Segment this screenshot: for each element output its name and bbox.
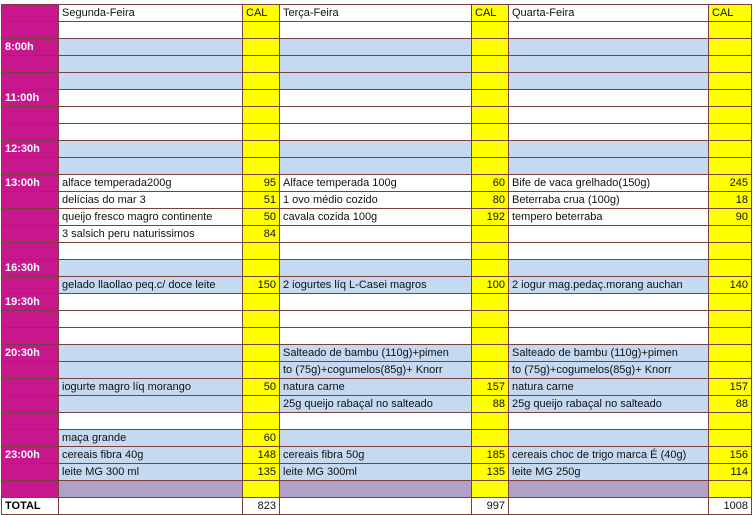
cal-cell-tuesday[interactable]: 192 bbox=[472, 209, 509, 226]
cal-cell-monday[interactable]: 60 bbox=[243, 430, 280, 447]
cal-cell-monday[interactable] bbox=[243, 107, 280, 124]
cal-cell-tuesday[interactable] bbox=[472, 311, 509, 328]
food-cell-monday[interactable]: delícias do mar 3 bbox=[59, 192, 243, 209]
food-cell-wednesday[interactable]: tempero beterraba bbox=[509, 209, 709, 226]
food-cell-monday[interactable]: 3 salsich peru naturissimos bbox=[59, 226, 243, 243]
cal-cell-tuesday[interactable]: 157 bbox=[472, 379, 509, 396]
total-row bbox=[2, 498, 752, 515]
meal-plan-table bbox=[1, 4, 752, 515]
cal-cell-monday[interactable] bbox=[243, 73, 280, 90]
food-cell-monday[interactable] bbox=[59, 141, 243, 158]
table-row bbox=[2, 328, 752, 345]
total-spacer-monday[interactable] bbox=[59, 498, 243, 515]
food-cell-wednesday[interactable] bbox=[509, 39, 709, 56]
total-label[interactable]: TOTAL bbox=[2, 498, 59, 515]
cal-cell-wednesday[interactable] bbox=[709, 260, 752, 277]
cal-cell-tuesday[interactable] bbox=[472, 345, 509, 362]
cal-header-tuesday[interactable]: CAL bbox=[472, 5, 509, 22]
cal-cell-monday[interactable] bbox=[243, 260, 280, 277]
cal-cell-tuesday[interactable] bbox=[472, 56, 509, 73]
food-cell-monday[interactable] bbox=[59, 413, 243, 430]
table-row bbox=[2, 124, 752, 141]
table-row bbox=[2, 90, 752, 107]
food-cell-monday[interactable]: queijo fresco magro continente bbox=[59, 209, 243, 226]
cal-cell-wednesday[interactable] bbox=[709, 226, 752, 243]
food-cell-monday[interactable] bbox=[59, 22, 243, 39]
table-row bbox=[2, 311, 752, 328]
cal-cell-monday[interactable] bbox=[243, 311, 280, 328]
food-cell-wednesday[interactable] bbox=[509, 311, 709, 328]
table-row bbox=[2, 107, 752, 124]
cal-cell-monday[interactable] bbox=[243, 39, 280, 56]
cal-cell-monday[interactable] bbox=[243, 362, 280, 379]
time-cell[interactable] bbox=[2, 481, 59, 498]
food-cell-wednesday[interactable] bbox=[509, 56, 709, 73]
table-row bbox=[2, 464, 752, 481]
time-cell[interactable] bbox=[2, 311, 59, 328]
table-row bbox=[2, 481, 752, 498]
table-row bbox=[2, 294, 752, 311]
cal-cell-wednesday[interactable] bbox=[709, 56, 752, 73]
food-cell-monday[interactable] bbox=[59, 124, 243, 141]
cal-cell-tuesday[interactable] bbox=[472, 141, 509, 158]
table-row bbox=[2, 413, 752, 430]
cal-cell-tuesday[interactable]: 60 bbox=[472, 175, 509, 192]
time-cell[interactable] bbox=[2, 192, 59, 209]
time-cell[interactable] bbox=[2, 328, 59, 345]
time-cell[interactable]: 12:30h bbox=[2, 141, 59, 158]
time-cell[interactable] bbox=[2, 243, 59, 260]
table-row bbox=[2, 345, 752, 362]
cal-cell-wednesday[interactable] bbox=[709, 430, 752, 447]
cal-cell-monday[interactable]: 84 bbox=[243, 226, 280, 243]
table-row bbox=[2, 396, 752, 413]
food-cell-wednesday[interactable] bbox=[509, 481, 709, 498]
cal-cell-wednesday[interactable] bbox=[709, 39, 752, 56]
food-cell-tuesday[interactable]: 1 ovo médio cozido bbox=[280, 192, 472, 209]
total-value-wednesday[interactable]: 1008 bbox=[709, 498, 752, 515]
food-cell-monday[interactable]: alface temperada200g bbox=[59, 175, 243, 192]
cal-cell-wednesday[interactable] bbox=[709, 294, 752, 311]
food-cell-monday[interactable] bbox=[59, 56, 243, 73]
food-cell-monday[interactable] bbox=[59, 73, 243, 90]
food-cell-monday[interactable] bbox=[59, 345, 243, 362]
cal-cell-monday[interactable] bbox=[243, 345, 280, 362]
cal-cell-wednesday[interactable] bbox=[709, 311, 752, 328]
cal-cell-wednesday[interactable]: 90 bbox=[709, 209, 752, 226]
cal-cell-tuesday[interactable] bbox=[472, 158, 509, 175]
table-row bbox=[2, 56, 752, 73]
food-cell-monday[interactable] bbox=[59, 107, 243, 124]
food-cell-wednesday[interactable]: 25g queijo rabaçal no salteado bbox=[509, 396, 709, 413]
cal-cell-tuesday[interactable]: 185 bbox=[472, 447, 509, 464]
cal-cell-monday[interactable] bbox=[243, 328, 280, 345]
food-cell-tuesday[interactable]: cereais fibra 50g bbox=[280, 447, 472, 464]
time-cell[interactable]: 8:00h bbox=[2, 39, 59, 56]
table-row bbox=[2, 39, 752, 56]
food-cell-tuesday[interactable] bbox=[280, 73, 472, 90]
cal-cell-monday[interactable] bbox=[243, 294, 280, 311]
time-cell[interactable] bbox=[2, 124, 59, 141]
table-row bbox=[2, 362, 752, 379]
cal-cell-monday[interactable] bbox=[243, 481, 280, 498]
food-cell-monday[interactable] bbox=[59, 243, 243, 260]
cal-cell-tuesday[interactable] bbox=[472, 107, 509, 124]
time-cell[interactable]: 16:30h bbox=[2, 260, 59, 277]
cal-cell-monday[interactable] bbox=[243, 413, 280, 430]
time-cell[interactable] bbox=[2, 73, 59, 90]
food-cell-monday[interactable] bbox=[59, 311, 243, 328]
cal-cell-wednesday[interactable]: 157 bbox=[709, 379, 752, 396]
time-cell[interactable] bbox=[2, 430, 59, 447]
time-cell[interactable]: 23:00h bbox=[2, 447, 59, 464]
table-row bbox=[2, 175, 752, 192]
total-value-tuesday[interactable]: 997 bbox=[472, 498, 509, 515]
cal-cell-wednesday[interactable] bbox=[709, 328, 752, 345]
cal-cell-tuesday[interactable] bbox=[472, 413, 509, 430]
table-row bbox=[2, 226, 752, 243]
time-cell[interactable] bbox=[2, 464, 59, 481]
cal-cell-wednesday[interactable] bbox=[709, 73, 752, 90]
cal-cell-tuesday[interactable]: 88 bbox=[472, 396, 509, 413]
cal-cell-tuesday[interactable] bbox=[472, 226, 509, 243]
cal-cell-tuesday[interactable] bbox=[472, 73, 509, 90]
food-cell-wednesday[interactable]: natura carne bbox=[509, 379, 709, 396]
cal-cell-monday[interactable]: 50 bbox=[243, 379, 280, 396]
cal-cell-tuesday[interactable] bbox=[472, 124, 509, 141]
food-cell-tuesday[interactable] bbox=[280, 481, 472, 498]
food-cell-wednesday[interactable]: leite MG 250g bbox=[509, 464, 709, 481]
food-cell-wednesday[interactable] bbox=[509, 243, 709, 260]
time-cell[interactable] bbox=[2, 379, 59, 396]
cal-cell-tuesday[interactable] bbox=[472, 294, 509, 311]
food-cell-monday[interactable]: cereais fibra 40g bbox=[59, 447, 243, 464]
cal-cell-wednesday[interactable] bbox=[709, 124, 752, 141]
food-cell-monday[interactable]: leite MG 300 ml bbox=[59, 464, 243, 481]
cal-cell-tuesday[interactable] bbox=[472, 39, 509, 56]
food-cell-tuesday[interactable] bbox=[280, 107, 472, 124]
cal-cell-tuesday[interactable] bbox=[472, 90, 509, 107]
cal-cell-monday[interactable] bbox=[243, 141, 280, 158]
food-cell-tuesday[interactable] bbox=[280, 90, 472, 107]
table-row bbox=[2, 141, 752, 158]
food-cell-tuesday[interactable]: 25g queijo rabaçal no salteado bbox=[280, 396, 472, 413]
food-cell-tuesday[interactable]: Salteado de bambu (110g)+pimen bbox=[280, 345, 472, 362]
food-cell-monday[interactable] bbox=[59, 362, 243, 379]
total-value-monday[interactable]: 823 bbox=[243, 498, 280, 515]
time-cell[interactable]: 20:30h bbox=[2, 345, 59, 362]
food-cell-tuesday[interactable] bbox=[280, 39, 472, 56]
time-cell[interactable] bbox=[2, 396, 59, 413]
table-row bbox=[2, 243, 752, 260]
cal-cell-wednesday[interactable] bbox=[709, 413, 752, 430]
food-cell-monday[interactable]: iogurte magro líq morango bbox=[59, 379, 243, 396]
cal-cell-wednesday[interactable] bbox=[709, 22, 752, 39]
cal-cell-tuesday[interactable] bbox=[472, 243, 509, 260]
time-cell[interactable]: 19:30h bbox=[2, 294, 59, 311]
food-cell-wednesday[interactable]: cereais choc de trigo marca É (40g) bbox=[509, 447, 709, 464]
food-cell-tuesday[interactable]: natura carne bbox=[280, 379, 472, 396]
food-cell-monday[interactable] bbox=[59, 90, 243, 107]
time-cell[interactable] bbox=[2, 107, 59, 124]
cal-cell-monday[interactable]: 51 bbox=[243, 192, 280, 209]
table-row bbox=[2, 192, 752, 209]
total-spacer-tuesday[interactable] bbox=[280, 498, 472, 515]
food-cell-monday[interactable] bbox=[59, 328, 243, 345]
cal-cell-monday[interactable]: 50 bbox=[243, 209, 280, 226]
cal-cell-monday[interactable] bbox=[243, 56, 280, 73]
food-cell-tuesday[interactable] bbox=[280, 124, 472, 141]
food-cell-tuesday[interactable]: 2 iogurtes líq L-Casei magros bbox=[280, 277, 472, 294]
table-row bbox=[2, 260, 752, 277]
food-cell-wednesday[interactable] bbox=[509, 73, 709, 90]
table-body bbox=[2, 5, 752, 515]
cal-cell-monday[interactable]: 148 bbox=[243, 447, 280, 464]
food-cell-tuesday[interactable] bbox=[280, 294, 472, 311]
food-cell-tuesday[interactable]: leite MG 300ml bbox=[280, 464, 472, 481]
food-cell-wednesday[interactable] bbox=[509, 430, 709, 447]
table-row bbox=[2, 379, 752, 396]
cal-cell-wednesday[interactable] bbox=[709, 345, 752, 362]
cal-cell-tuesday[interactable] bbox=[472, 328, 509, 345]
cal-cell-wednesday[interactable] bbox=[709, 107, 752, 124]
cal-cell-monday[interactable] bbox=[243, 90, 280, 107]
food-cell-monday[interactable] bbox=[59, 481, 243, 498]
table-row bbox=[2, 277, 752, 294]
cal-cell-monday[interactable]: 135 bbox=[243, 464, 280, 481]
table-row bbox=[2, 73, 752, 90]
day-header-tuesday[interactable]: Terça-Feira bbox=[280, 5, 472, 22]
cal-cell-tuesday[interactable] bbox=[472, 260, 509, 277]
food-cell-monday[interactable] bbox=[59, 39, 243, 56]
food-cell-wednesday[interactable]: Salteado de bambu (110g)+pimen bbox=[509, 345, 709, 362]
cal-cell-wednesday[interactable] bbox=[709, 481, 752, 498]
food-cell-wednesday[interactable] bbox=[509, 158, 709, 175]
cal-cell-wednesday[interactable]: 88 bbox=[709, 396, 752, 413]
cal-cell-wednesday[interactable] bbox=[709, 90, 752, 107]
food-cell-wednesday[interactable] bbox=[509, 328, 709, 345]
cal-cell-tuesday[interactable]: 100 bbox=[472, 277, 509, 294]
food-cell-tuesday[interactable] bbox=[280, 311, 472, 328]
table-row bbox=[2, 158, 752, 175]
food-cell-wednesday[interactable]: Bife de vaca grelhado(150g) bbox=[509, 175, 709, 192]
food-cell-monday[interactable] bbox=[59, 260, 243, 277]
table-row bbox=[2, 447, 752, 464]
food-cell-wednesday[interactable] bbox=[509, 260, 709, 277]
cal-cell-monday[interactable] bbox=[243, 243, 280, 260]
food-cell-tuesday[interactable]: to (75g)+cogumelos(85g)+ Knorr bbox=[280, 362, 472, 379]
time-header-cell[interactable] bbox=[2, 5, 59, 22]
cal-cell-tuesday[interactable]: 80 bbox=[472, 192, 509, 209]
time-cell[interactable] bbox=[2, 277, 59, 294]
cal-cell-tuesday[interactable] bbox=[472, 22, 509, 39]
time-cell[interactable] bbox=[2, 226, 59, 243]
food-cell-wednesday[interactable] bbox=[509, 107, 709, 124]
food-cell-tuesday[interactable]: cavala cozida 100g bbox=[280, 209, 472, 226]
cal-cell-tuesday[interactable] bbox=[472, 362, 509, 379]
food-cell-tuesday[interactable] bbox=[280, 328, 472, 345]
cal-cell-wednesday[interactable]: 114 bbox=[709, 464, 752, 481]
food-cell-tuesday[interactable] bbox=[280, 158, 472, 175]
food-cell-wednesday[interactable] bbox=[509, 413, 709, 430]
food-cell-tuesday[interactable] bbox=[280, 243, 472, 260]
cal-cell-tuesday[interactable] bbox=[472, 430, 509, 447]
food-cell-tuesday[interactable]: Alface temperada 100g bbox=[280, 175, 472, 192]
food-cell-wednesday[interactable]: Beterraba crua (100g) bbox=[509, 192, 709, 209]
time-cell[interactable] bbox=[2, 413, 59, 430]
table-row bbox=[2, 22, 752, 39]
food-cell-wednesday[interactable]: 2 iogur mag.pedaç.morang auchan bbox=[509, 277, 709, 294]
cal-cell-wednesday[interactable] bbox=[709, 362, 752, 379]
time-cell[interactable] bbox=[2, 158, 59, 175]
time-cell[interactable]: 13:00h bbox=[2, 175, 59, 192]
food-cell-wednesday[interactable] bbox=[509, 141, 709, 158]
cal-cell-wednesday[interactable] bbox=[709, 158, 752, 175]
time-cell[interactable] bbox=[2, 209, 59, 226]
cal-cell-tuesday[interactable]: 135 bbox=[472, 464, 509, 481]
cal-cell-monday[interactable]: 150 bbox=[243, 277, 280, 294]
header-row bbox=[2, 5, 752, 22]
food-cell-tuesday[interactable] bbox=[280, 226, 472, 243]
food-cell-tuesday[interactable] bbox=[280, 413, 472, 430]
cal-header-monday[interactable]: CAL bbox=[243, 5, 280, 22]
table-row bbox=[2, 430, 752, 447]
cal-cell-wednesday[interactable]: 156 bbox=[709, 447, 752, 464]
cal-cell-wednesday[interactable] bbox=[709, 141, 752, 158]
total-spacer-wednesday[interactable] bbox=[509, 498, 709, 515]
cal-cell-monday[interactable] bbox=[243, 124, 280, 141]
cal-header-wednesday[interactable]: CAL bbox=[709, 5, 752, 22]
food-cell-tuesday[interactable] bbox=[280, 430, 472, 447]
cal-cell-wednesday[interactable]: 140 bbox=[709, 277, 752, 294]
food-cell-wednesday[interactable] bbox=[509, 124, 709, 141]
food-cell-monday[interactable] bbox=[59, 396, 243, 413]
cal-cell-tuesday[interactable] bbox=[472, 481, 509, 498]
food-cell-wednesday[interactable] bbox=[509, 22, 709, 39]
cal-cell-monday[interactable] bbox=[243, 396, 280, 413]
time-cell[interactable] bbox=[2, 362, 59, 379]
day-header-monday[interactable]: Segunda-Feira bbox=[59, 5, 243, 22]
food-cell-wednesday[interactable] bbox=[509, 226, 709, 243]
cal-cell-wednesday[interactable]: 18 bbox=[709, 192, 752, 209]
cal-cell-monday[interactable]: 95 bbox=[243, 175, 280, 192]
table-row bbox=[2, 209, 752, 226]
food-cell-wednesday[interactable] bbox=[509, 294, 709, 311]
time-cell[interactable]: 11:00h bbox=[2, 90, 59, 107]
food-cell-tuesday[interactable] bbox=[280, 22, 472, 39]
cal-cell-monday[interactable] bbox=[243, 22, 280, 39]
food-cell-wednesday[interactable]: to (75g)+cogumelos(85g)+ Knorr bbox=[509, 362, 709, 379]
food-cell-monday[interactable]: gelado llaollao peq.c/ doce leite bbox=[59, 277, 243, 294]
food-cell-monday[interactable] bbox=[59, 158, 243, 175]
food-cell-monday[interactable]: maça grande bbox=[59, 430, 243, 447]
day-header-wednesday[interactable]: Quarta-Feira bbox=[509, 5, 709, 22]
food-cell-tuesday[interactable] bbox=[280, 56, 472, 73]
cal-cell-wednesday[interactable] bbox=[709, 243, 752, 260]
time-cell[interactable] bbox=[2, 22, 59, 39]
cal-cell-wednesday[interactable]: 245 bbox=[709, 175, 752, 192]
food-cell-wednesday[interactable] bbox=[509, 90, 709, 107]
cal-cell-monday[interactable] bbox=[243, 158, 280, 175]
food-cell-monday[interactable] bbox=[59, 294, 243, 311]
food-cell-tuesday[interactable] bbox=[280, 141, 472, 158]
food-cell-tuesday[interactable] bbox=[280, 260, 472, 277]
time-cell[interactable] bbox=[2, 56, 59, 73]
